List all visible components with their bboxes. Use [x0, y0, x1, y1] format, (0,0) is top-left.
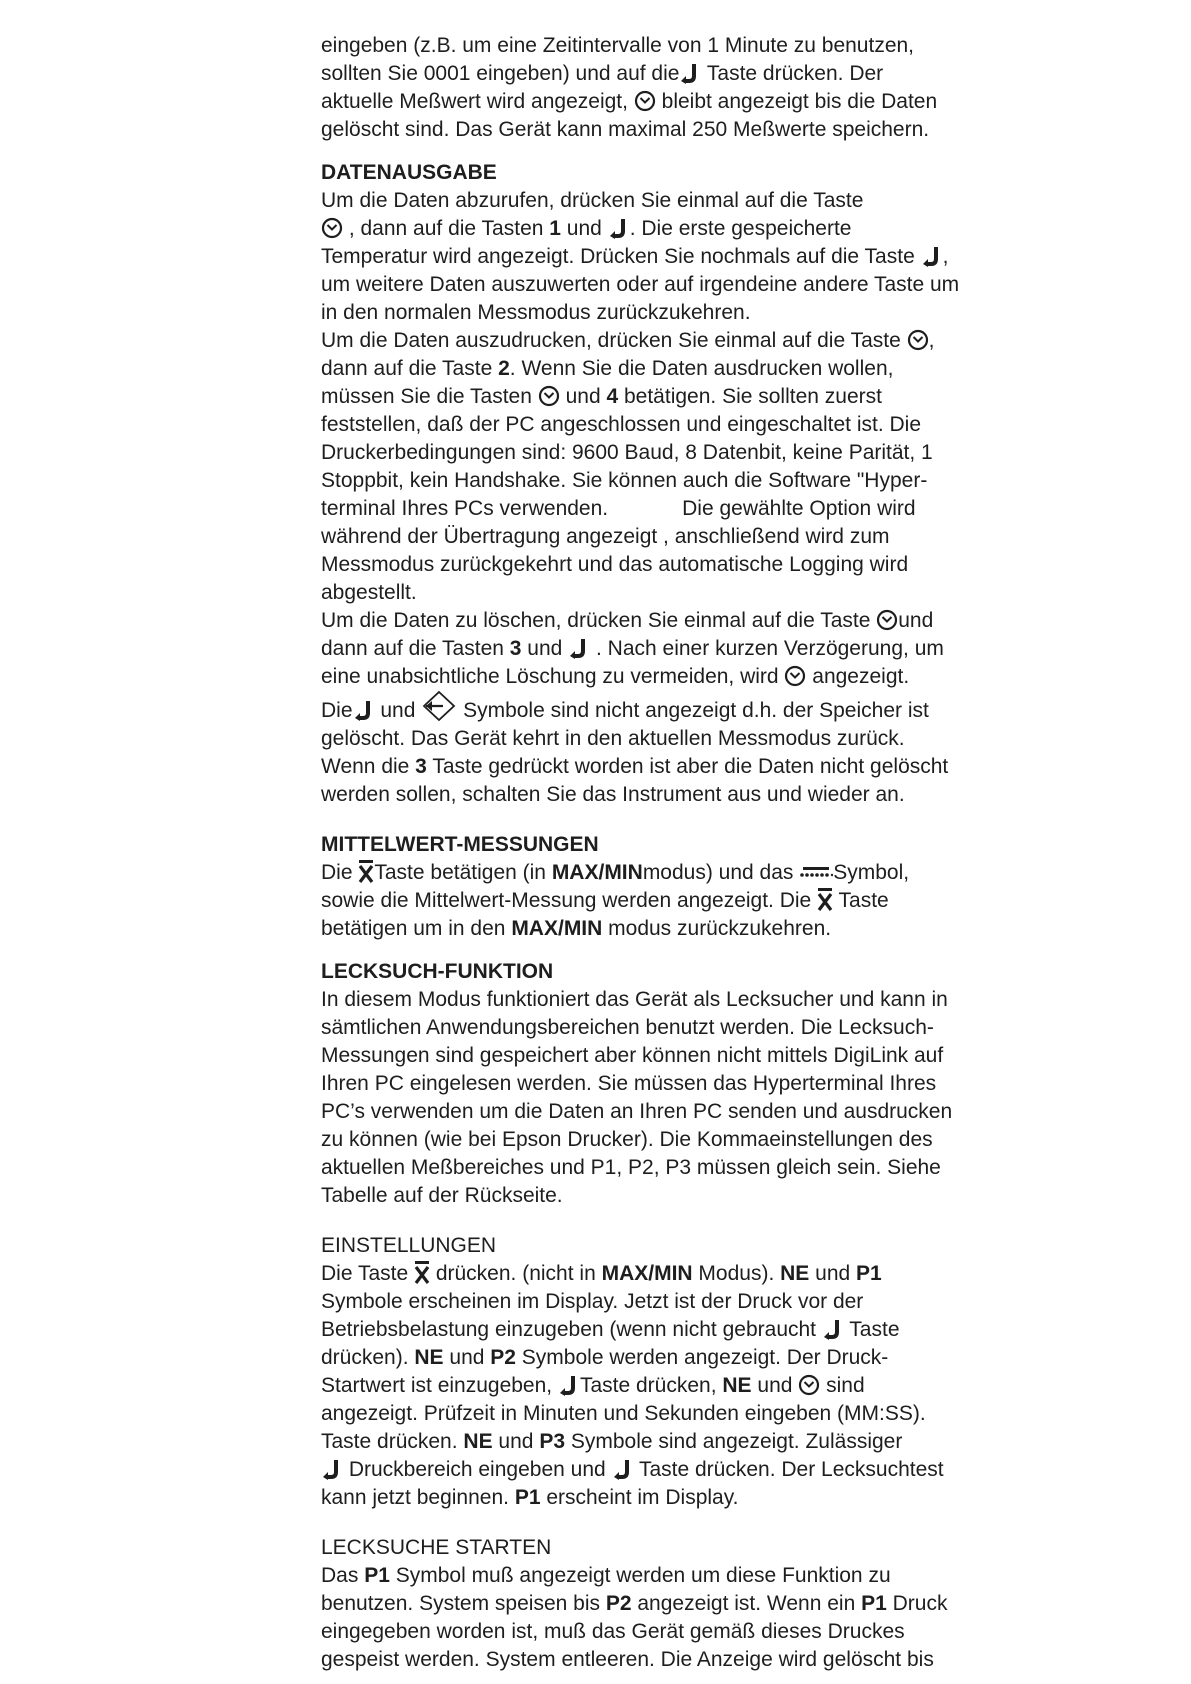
x-bar-icon	[414, 1260, 430, 1284]
text-line: Temperatur wird angezeigt. Drücken Sie nochmals auf die Taste ,	[321, 245, 949, 268]
text-line: Ihren PC eingelesen werden. Sie müssen das Hyperterminal Ihres	[321, 1072, 937, 1095]
x-bar-icon	[817, 887, 833, 911]
text-line: PC’s verwenden um die Daten an Ihren PC senden und ausdrucken	[321, 1100, 953, 1123]
section-heading: DATENAUSGABE	[321, 161, 497, 184]
clock-icon	[876, 609, 898, 631]
text-line: Druckerbedingungen sind: 9600 Baud, 8 Datenbit, keine Parität, 1	[321, 441, 933, 464]
section-mittelwert	[321, 831, 981, 943]
clock-icon	[538, 385, 560, 407]
text-line: aktuelle Meßwert wird angezeigt, bleibt angezeigt bis die Daten	[321, 90, 938, 113]
x-bar-icon	[358, 859, 374, 883]
clock-icon	[798, 1374, 820, 1396]
enter-key-icon	[558, 1374, 580, 1396]
text-line: müssen Sie die Tasten und 4 betätigen. Sie sollten zuerst	[321, 385, 882, 408]
section-datenausgabe	[321, 159, 981, 809]
text-line: Druckbereich eingeben und Taste drücken. Der Lecksuchtest	[321, 1456, 981, 1484]
enter-key-icon	[353, 699, 375, 721]
text-line: sämtlichen Anwendungsbereichen benutzt werden. Die Lecksuch-	[321, 1016, 934, 1039]
text-line: Die Taste betätigen (in MAX/MINmodus) und das Symbol,	[321, 861, 910, 884]
clock-icon	[907, 329, 929, 351]
text-line: gelöscht sind. Das Gerät kann maximal 250 Meßwerte speichern.	[321, 118, 930, 141]
section-heading: MITTELWERT-MESSUNGEN	[321, 833, 599, 856]
enter-key-icon	[679, 62, 701, 84]
text-line: benutzen. System speisen bis P2 angezeigt ist. Wenn ein P1 Druck	[321, 1592, 948, 1615]
document-page	[321, 32, 981, 1674]
text-line: Taste drücken. NE und P3 Symbole sind angezeigt. Zulässiger	[321, 1430, 903, 1453]
text-line: Startwert ist einzugeben, Taste drücken, NE und sind	[321, 1374, 865, 1397]
text-line: betätigen um in den MAX/MIN modus zurückzukehren.	[321, 917, 832, 940]
text-line: Das P1 Symbol muß angezeigt werden um diese Funktion zu	[321, 1564, 891, 1587]
text-line: Betriebsbelastung einzugeben (wenn nicht gebraucht Taste	[321, 1318, 900, 1341]
section-lecksuch	[321, 958, 981, 1210]
text-line: zu können (wie bei Epson Drucker). Die Kommaeinstellungen des	[321, 1128, 933, 1151]
text-line: um weitere Daten auszuwerten oder auf irgendeine andere Taste um	[321, 273, 960, 296]
text-line: eingeben (z.B. um eine Zeitintervalle von 1 Minute zu benutzen,	[321, 34, 915, 57]
text-line: Die und Symbole sind nicht angezeigt d.h. der Speicher ist	[321, 691, 981, 725]
text-line: In diesem Modus funktioniert das Gerät als Lecksucher und kann in	[321, 988, 948, 1011]
text-line: aktuellen Meßbereiches und P1, P2, P3 müssen gleich sein. Siehe	[321, 1156, 941, 1179]
text-line: kann jetzt beginnen. P1 erscheint im Display.	[321, 1486, 739, 1509]
text-line: drücken). NE und P2 Symbole werden angezeigt. Der Druck-	[321, 1346, 889, 1369]
clock-icon	[784, 665, 806, 687]
text-line: Symbole erscheinen im Display. Jetzt ist der Druck vor der	[321, 1290, 864, 1313]
text-line: feststellen, daß der PC angeschlossen und eingeschaltet ist. Die	[321, 413, 922, 436]
intro-paragraph	[321, 32, 981, 144]
text-line: werden sollen, schalten Sie das Instrument aus und wieder an.	[321, 783, 905, 806]
text-line: Stoppbit, kein Handshake. Sie können auch die Software "Hyper-	[321, 469, 928, 492]
section-heading: LECKSUCH-FUNKTION	[321, 960, 554, 983]
enter-key-icon	[321, 1458, 343, 1480]
text-line: eine unabsichtliche Löschung zu vermeiden, wird angezeigt.	[321, 665, 910, 688]
enter-key-icon	[822, 1318, 844, 1340]
dotted-bar-icon	[799, 863, 833, 883]
text-line: , dann auf die Tasten 1 und . Die erste gespeicherte	[321, 215, 981, 243]
text-line: sollten Sie 0001 eingeben) und auf die Taste drücken. Der	[321, 62, 884, 85]
text-line: sowie die Mittelwert-Messung werden angezeigt. Die Taste	[321, 889, 889, 912]
section-lecksuche-starten	[321, 1534, 981, 1674]
text-line: Um die Daten auszudrucken, drücken Sie einmal auf die Taste ,	[321, 329, 935, 352]
enter-key-icon	[921, 245, 943, 267]
text-line: in den normalen Messmodus zurückzukehren.	[321, 301, 751, 324]
text-line: Messungen sind gespeichert aber können nicht mittels DigiLink auf	[321, 1044, 944, 1067]
text-line: während der Übertragung angezeigt , anschließend wird zum	[321, 525, 890, 548]
section-heading: EINSTELLUNGEN	[321, 1234, 497, 1257]
enter-key-icon	[612, 1458, 634, 1480]
enter-key-icon	[608, 217, 630, 239]
clock-icon	[321, 217, 343, 239]
section-einstellungen	[321, 1232, 981, 1512]
section-heading: LECKSUCHE STARTEN	[321, 1536, 552, 1559]
text-line: angezeigt. Prüfzeit in Minuten und Sekunden eingeben (MM:SS).	[321, 1402, 926, 1425]
text-line: Die Taste drücken. (nicht in MAX/MIN Modus). NE und P1	[321, 1262, 882, 1285]
text-line: eingegeben worden ist, muß das Gerät gemäß dieses Druckes	[321, 1620, 905, 1643]
clock-icon	[634, 90, 656, 112]
text-line: Tabelle auf der Rückseite.	[321, 1184, 563, 1207]
text-line: gespeist werden. System entleeren. Die Anzeige wird gelöscht bis	[321, 1648, 934, 1671]
text-line: dann auf die Taste 2. Wenn Sie die Daten ausdrucken wollen,	[321, 357, 894, 380]
text-line: Um die Daten zu löschen, drücken Sie einmal auf die Taste und	[321, 609, 934, 632]
text-line: dann auf die Tasten 3 und . Nach einer kurzen Verzögerung, um	[321, 637, 944, 660]
text-line: terminal Ihres PCs verwenden. Die gewählte Option wird	[321, 497, 916, 520]
text-line: Um die Daten abzurufen, drücken Sie einmal auf die Taste	[321, 189, 864, 212]
text-line: Messmodus zurückgekehrt und das automatische Logging wird abgestellt.	[321, 553, 909, 604]
text-line: gelöscht. Das Gerät kehrt in den aktuellen Messmodus zurück.	[321, 727, 905, 750]
text-line: Wenn die 3 Taste gedrückt worden ist aber die Daten nicht gelöscht	[321, 755, 949, 778]
diamond-arrow-icon	[421, 691, 457, 721]
enter-key-icon	[568, 637, 590, 659]
